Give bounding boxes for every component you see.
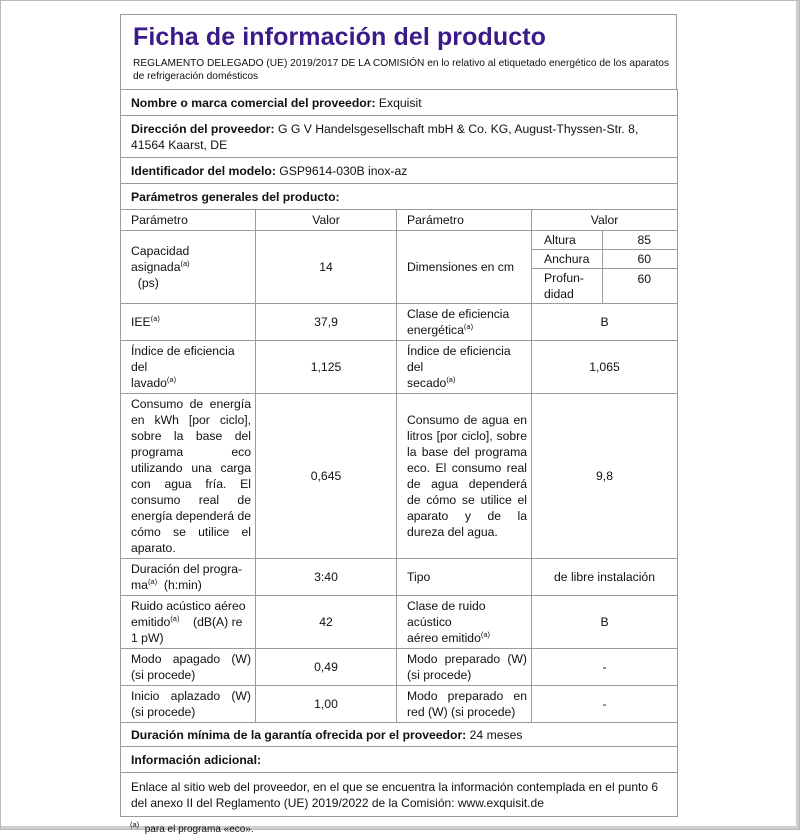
capacity-row	[121, 231, 678, 304]
header-param: Parámetro	[121, 210, 256, 231]
energy-class-label-b: energética	[407, 323, 464, 337]
header-value: Valor	[256, 210, 397, 231]
standby-label: Modo preparado (W) (si procede)	[397, 649, 532, 686]
additional-text: Enlace al sitio web del proveedor, en el que se encuentra la información contemplada en el punto 6 del anexo II del Reglamento (UE) 2019/2022 de la Comisión: www.exquisit.de	[121, 773, 678, 817]
noise-label-a: Ruido acústico aéreo	[131, 599, 246, 613]
dry-value: 1,065	[532, 341, 678, 394]
capacity-label: Capacidad asignada	[131, 244, 190, 274]
footnote-text: para el programa «eco».	[144, 824, 254, 835]
noise-label-b: emitido	[131, 615, 171, 629]
regulation-text: REGLAMENTO DELEGADO (UE) 2019/2017 DE LA COMISIÓN en lo relativo al etiquetado energético de los aparatos de refrigeración domésticos	[120, 57, 677, 89]
energy-label: Consumo de energía en kWh [por ciclo], sobre la base del programa eco utilizando una carga con agua fría. El consumo real de energía dependerá de cómo se utilice el aparato.	[121, 394, 256, 559]
model-label: Identificador del modelo:	[131, 163, 276, 178]
delay-start-label: Inicio aplazado (W) (si procede)	[121, 686, 256, 723]
capacity-value: 14	[256, 231, 397, 304]
warranty-label: Duración mínima de la garantía ofrecida por el proveedor:	[131, 727, 467, 742]
noise-unit: (dB(A) re	[193, 615, 243, 629]
eei-sup: (a)	[150, 314, 160, 323]
additional-text-row	[121, 773, 678, 817]
energy-class-value: B	[532, 304, 678, 341]
height-label: Altura	[532, 231, 602, 250]
noise-class-label-a: Clase de ruido acústico	[407, 599, 486, 629]
noise-unit-b: 1 pW)	[131, 631, 164, 645]
depth-value: 60	[602, 269, 678, 304]
wash-label-b: lavado	[131, 376, 167, 390]
wash-row	[121, 341, 678, 394]
dry-label-b: secado	[407, 376, 447, 390]
width-label: Anchura	[532, 250, 602, 269]
eei-value: 37,9	[256, 304, 397, 341]
network-standby-value: -	[532, 686, 678, 723]
duration-unit: (h:min)	[163, 578, 202, 592]
additional-label: Información adicional:	[121, 747, 678, 773]
dry-label-a: Índice de eficiencia del	[407, 344, 511, 374]
energy-row	[121, 394, 678, 559]
product-information-sheet	[120, 14, 677, 837]
address-label: Dirección del proveedor:	[131, 121, 275, 136]
supplier-row	[121, 90, 678, 116]
off-mode-value: 0,49	[256, 649, 397, 686]
water-label: Consumo de agua en litros [por ciclo], sobre la base del programa eco. El consumo real de agua dependerá de cómo se utilice el aparato y de la dureza del agua.	[397, 394, 532, 559]
header-row	[121, 210, 678, 231]
dry-sup: (a)	[446, 375, 456, 384]
supplier-label: Nombre o marca comercial del proveedor:	[131, 95, 376, 110]
dimensions-label: Dimensiones en cm	[397, 231, 532, 304]
duration-value: 3:40	[256, 559, 397, 596]
footnote-sup: (a)	[130, 820, 140, 829]
noise-class-label-b: aéreo emitido	[407, 631, 481, 645]
off-mode-row	[121, 649, 678, 686]
capacity-unit: (ps)	[137, 276, 159, 290]
address-value: G G V Handelsgesellschaft mbH & Co. KG, August-Thyssen-Str. 8, 41564 Kaarst, DE	[131, 121, 639, 152]
supplier-value: Exquisit	[378, 95, 422, 110]
capacity-sup: (a)	[180, 259, 190, 268]
dimensions-table	[532, 231, 678, 303]
sheet-title: Ficha de información del producto	[120, 14, 677, 57]
noise-sup: (a)	[170, 614, 180, 623]
energy-class-sup: (a)	[463, 322, 474, 331]
energy-value: 0,645	[256, 394, 397, 559]
delay-start-value: 1,00	[256, 686, 397, 723]
off-mode-label: Modo apagado (W) (si procede)	[121, 649, 256, 686]
warranty-value: 24 meses	[469, 727, 523, 742]
noise-row	[121, 596, 678, 649]
header-value-2: Valor	[532, 210, 678, 231]
duration-sup: (a)	[147, 577, 158, 586]
noise-class-sup: (a)	[480, 630, 491, 639]
height-value: 85	[602, 231, 678, 250]
network-standby-label: Modo preparado en red (W) (si procede)	[397, 686, 532, 723]
duration-label-a: Duración del progra-	[131, 562, 243, 576]
delay-start-row	[121, 686, 678, 723]
eei-label: IEE	[131, 315, 151, 329]
wash-label-a: Índice de eficiencia del	[131, 344, 235, 374]
product-table	[120, 89, 678, 817]
water-value: 9,8	[532, 394, 678, 559]
general-params-row	[121, 184, 678, 210]
additional-row	[121, 747, 678, 773]
standby-value: -	[532, 649, 678, 686]
general-params-label: Parámetros generales del producto:	[121, 184, 678, 210]
footnote	[120, 817, 677, 837]
noise-class-value: B	[532, 596, 678, 649]
wash-sup: (a)	[166, 375, 177, 384]
model-value: GSP9614-030B inox-az	[279, 163, 408, 178]
wash-value: 1,125	[256, 341, 397, 394]
warranty-row	[121, 723, 678, 747]
eei-row	[121, 304, 678, 341]
header-param-2: Parámetro	[397, 210, 532, 231]
address-row	[121, 116, 678, 158]
energy-class-label-a: Clase de eficiencia	[407, 307, 510, 321]
width-value: 60	[602, 250, 678, 269]
duration-row	[121, 559, 678, 596]
duration-label-b: ma	[131, 578, 148, 592]
type-value: de libre instalación	[532, 559, 678, 596]
depth-label-b: didad	[544, 287, 574, 301]
model-row	[121, 158, 678, 184]
type-label: Tipo	[397, 559, 532, 596]
depth-label-a: Profun-	[544, 271, 584, 285]
noise-value: 42	[256, 596, 397, 649]
